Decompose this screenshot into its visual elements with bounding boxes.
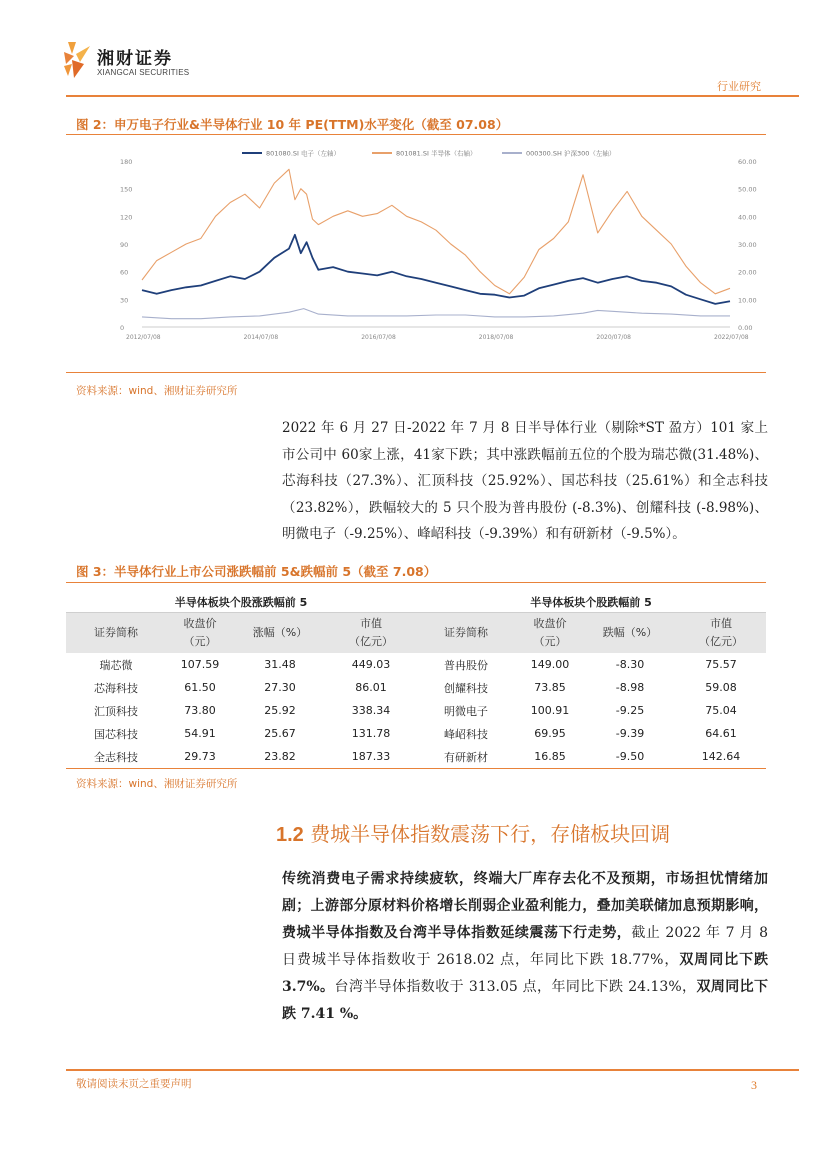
loser-price: 73.85 xyxy=(534,681,566,694)
y-left-tick-label: 30 xyxy=(120,296,129,305)
loser-price: 16.85 xyxy=(516,745,584,769)
x-tick-label: 2016/07/08 xyxy=(361,334,396,341)
y-left-tick-label: 0 xyxy=(120,324,125,332)
x-tick-label: 2018/07/08 xyxy=(478,334,514,341)
footer-divider xyxy=(66,1069,799,1071)
series-line xyxy=(142,169,730,293)
brand-name-en: XIANGCAI SECURITIES xyxy=(97,68,190,77)
figure-2-title: 图 2：申万电子行业&半导体行业 10 年 PE(TTM)水平变化（截至 07.08） xyxy=(76,117,509,132)
figure-2-source: 资料来源：wind、湘财证券研究所 xyxy=(76,385,238,397)
col-header-cap: 市值 （亿元） xyxy=(676,613,766,654)
loser-pct: -9.39 xyxy=(615,727,645,740)
y-left-tick-label: 150 xyxy=(120,185,133,194)
figure-3-top-rule xyxy=(66,582,766,583)
col-header-loss: 跌幅（%） xyxy=(584,613,676,654)
col-header-gain: 涨幅（%） xyxy=(234,613,326,654)
series-line xyxy=(142,309,730,319)
losers-group-header: 半导体板块个股跌幅前 5 xyxy=(530,596,652,609)
col-header-name: 证券简称 xyxy=(416,613,516,654)
y-left-tick-label: 180 xyxy=(120,158,133,166)
y-right-tick-label: 20.00 xyxy=(738,268,757,277)
table-row xyxy=(66,699,766,722)
figure-3-source: 资料来源：wind、湘财证券研究所 xyxy=(76,778,238,790)
loser-cap: 142.64 xyxy=(676,745,766,769)
gainer-name: 瑞芯微 xyxy=(99,658,133,672)
figure-2-top-rule xyxy=(66,134,766,135)
loser-price: 69.95 xyxy=(534,727,566,740)
y-right-tick-label: 0.00 xyxy=(738,324,753,332)
y-left-tick-label: 60 xyxy=(120,268,129,277)
para2-bold-2: 双周同比下跌 3.7%。 xyxy=(282,952,769,995)
section-title-text: 费城半导体指数震荡下行，存储板块回调 xyxy=(310,822,671,846)
col-header-name: 证券简称 xyxy=(66,613,166,654)
disclaimer-note: 敬请阅读末页之重要声明 xyxy=(76,1078,192,1090)
gainer-price: 29.73 xyxy=(166,745,234,769)
report-type-label: 行业研究 xyxy=(717,80,761,93)
table-row xyxy=(66,676,766,699)
table-row xyxy=(66,653,766,676)
para2-bold-lead: 传统消费电子需求持续疲软，终端大厂库存去化不及预期，市场担忧情绪加剧；上游部分原材料价格增长削弱企业盈利能力，叠加美联储加息预期影响，费城半导体指数及台湾半导体指数延续震荡下行走势， xyxy=(282,871,768,941)
gainer-price: 54.91 xyxy=(184,727,216,740)
series-line xyxy=(142,235,730,304)
header-divider xyxy=(66,95,799,97)
gainer-pct: 23.82 xyxy=(234,745,326,769)
gainer-pct: 25.92 xyxy=(264,704,296,717)
table-row xyxy=(66,745,766,769)
gainer-cap: 187.33 xyxy=(326,745,416,769)
y-right-tick-label: 30.00 xyxy=(738,241,757,249)
x-tick-label: 2020/07/08 xyxy=(596,334,631,341)
loser-pct: -8.30 xyxy=(615,658,645,671)
gainers-group-header: 半导体板块个股涨跌幅前 5 xyxy=(174,596,308,609)
loser-pct: -8.98 xyxy=(615,681,645,694)
chart-legend xyxy=(242,149,615,158)
gainer-name: 全志科技 xyxy=(66,745,166,769)
y-right-tick-label: 10.00 xyxy=(738,296,757,305)
page-number: 3 xyxy=(751,1078,757,1092)
gainer-cap: 131.78 xyxy=(351,727,391,740)
section-heading xyxy=(276,818,670,847)
pe-ttm-line-chart xyxy=(100,145,770,360)
loser-cap: 75.57 xyxy=(705,658,737,671)
gainer-cap: 338.34 xyxy=(351,704,391,717)
y-right-tick-label: 40.00 xyxy=(738,213,757,222)
x-tick-label: 2022/07/08 xyxy=(714,334,749,341)
brand-name-cn: 湘财证券 xyxy=(97,49,173,69)
x-tick-label: 2014/07/08 xyxy=(243,334,279,341)
loser-name: 有研新材 xyxy=(416,745,516,769)
legend-label: 801081.SI 半导体（右轴） xyxy=(396,149,477,158)
gainer-pct: 31.48 xyxy=(264,658,296,671)
loser-pct: -9.50 xyxy=(584,745,676,769)
legend-label: 000300.SH 沪深300（左轴） xyxy=(526,149,616,158)
gainer-name: 国芯科技 xyxy=(94,727,138,741)
y-left-tick-label: 120 xyxy=(120,213,133,222)
para2-bold-3: 双周同比下跌 7.41 %。 xyxy=(282,979,769,1022)
loser-name: 创耀科技 xyxy=(444,681,488,695)
gainer-cap: 86.01 xyxy=(355,681,387,694)
loser-name: 明微电子 xyxy=(444,704,488,718)
market-summary-paragraph: 2022 年 6 月 27 日-2022 年 7 月 8 日半导体行业（剔除*ST 盈方）101 家上市公司中 60家上涨，41家下跌；其中涨跌幅前五位的个股为瑞芯微(31.48%)、芯海科技（27.3%）、汇顶科技（25.92%）、国芯科技（25.61%）和全志科技（23.82%），跌幅较大的 5 只个股为普冉股份 (-8.3%)、创耀科技 (-8.98%)、明微电子（-9.25%）、峰岹科技（-9.39%）和有研新材（-9.5%）。 xyxy=(282,420,768,543)
gainer-pct: 27.30 xyxy=(264,681,296,694)
y-right-tick-label: 60.00 xyxy=(738,158,757,166)
col-header-cap: 市值 （亿元） xyxy=(326,613,416,654)
loser-cap: 59.08 xyxy=(705,681,737,694)
loser-name: 峰岹科技 xyxy=(444,727,488,741)
logo-icon xyxy=(62,40,92,80)
col-header-price: 收盘价 （元） xyxy=(516,613,584,654)
philadelphia-index-paragraph xyxy=(282,866,768,1028)
col-header-price: 收盘价 （元） xyxy=(166,613,234,654)
para2-text-2: 台湾半导体指数收于 313.05 点，年同比下跌 24.13%， xyxy=(334,979,697,995)
chart-series-group xyxy=(142,169,730,318)
y-right-tick-label: 50.00 xyxy=(738,185,757,194)
loser-cap: 64.61 xyxy=(705,727,737,740)
figure-3-title: 图 3：半导体行业上市公司涨跌幅前 5&跌幅前 5（截至 7.08） xyxy=(76,564,437,579)
loser-price: 100.91 xyxy=(530,704,570,717)
gainer-name: 芯海科技 xyxy=(94,681,138,695)
table-row xyxy=(66,722,766,745)
section-number: 1.2 xyxy=(276,824,304,846)
gainer-price: 107.59 xyxy=(180,658,220,671)
gainer-pct: 25.67 xyxy=(264,727,296,740)
legend-label: 801080.SI 电子（左轴） xyxy=(266,149,340,158)
loser-cap: 75.04 xyxy=(705,704,737,717)
top-movers-table xyxy=(66,592,766,769)
loser-name: 普冉股份 xyxy=(444,658,488,672)
x-tick-label: 2012/07/08 xyxy=(126,334,161,341)
para2-text-1: 截止 2022 年 7 月 8 日费城半导体指数收于 2618.02 点，年同比下跌 18.77%， xyxy=(282,925,768,968)
loser-pct: -9.25 xyxy=(615,704,645,717)
y-left-tick-label: 90 xyxy=(120,241,129,249)
loser-price: 149.00 xyxy=(530,658,570,671)
gainer-cap: 449.03 xyxy=(351,658,391,671)
gainer-name: 汇顶科技 xyxy=(94,704,138,718)
gainer-price: 73.80 xyxy=(184,704,216,717)
gainer-price: 61.50 xyxy=(184,681,216,694)
figure-2-bottom-rule xyxy=(66,372,766,373)
